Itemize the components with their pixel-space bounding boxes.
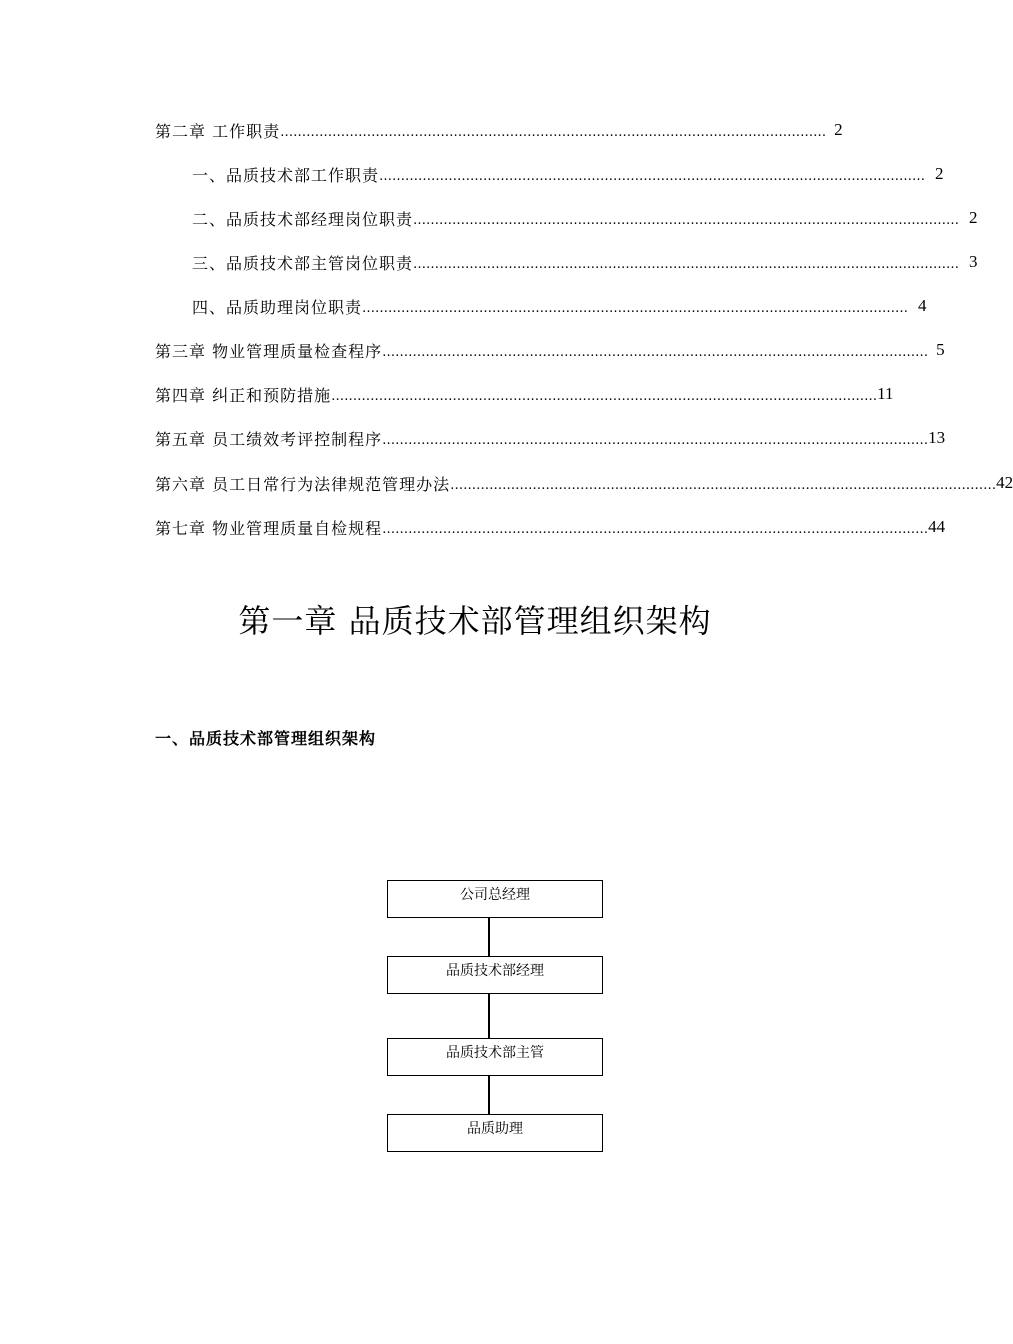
org-node-quality-assistant: 品质助理 bbox=[387, 1114, 603, 1152]
toc-entry-ch5[interactable] bbox=[155, 426, 946, 450]
toc-entry-ch2[interactable] bbox=[155, 118, 843, 142]
toc-entry-sec4[interactable] bbox=[192, 294, 927, 318]
toc-leader-dots: ……………………………………………………………………………………………………………… bbox=[413, 256, 960, 272]
org-node-quality-manager: 品质技术部经理 bbox=[387, 956, 603, 994]
org-node-quality-supervisor: 品质技术部主管 bbox=[387, 1038, 603, 1076]
org-connector bbox=[488, 1076, 490, 1114]
toc-leader-dots: ……………………………………………………………………………………………………………… bbox=[362, 300, 909, 316]
org-connector bbox=[488, 918, 490, 956]
toc-entry-sec2[interactable] bbox=[192, 206, 978, 230]
toc-page-number: 13 bbox=[928, 428, 946, 447]
toc-entry-sec1[interactable] bbox=[192, 162, 944, 186]
toc-leader-dots: ……………………………………………………………………………………………………………… bbox=[382, 432, 929, 448]
toc-entry-sec3[interactable] bbox=[192, 250, 978, 274]
toc-entry-text: 三、品质技术部主管岗位职责 bbox=[192, 253, 414, 273]
toc-entry-ch4[interactable] bbox=[155, 382, 894, 406]
toc-page-number: 2 bbox=[969, 208, 978, 227]
org-connector bbox=[488, 994, 490, 1038]
toc-leader-dots: ……………………………………………………………………………………………………………… bbox=[331, 388, 878, 404]
toc-page-number: 5 bbox=[936, 340, 945, 359]
toc-entry-text: 第三章 物业管理质量检查程序 bbox=[155, 341, 383, 361]
toc-entry-text: 第四章 纠正和预防措施 bbox=[155, 385, 332, 405]
toc-page-number: 2 bbox=[935, 164, 944, 183]
toc-page-number: 4 bbox=[918, 296, 927, 315]
toc-leader-dots: ……………………………………………………………………………………………………………… bbox=[413, 212, 960, 228]
toc-leader-dots: ……………………………………………………………………………………………………………… bbox=[382, 344, 929, 360]
toc-page-number: 3 bbox=[969, 252, 978, 271]
chapter-title: 第一章 品质技术部管理组织架构 bbox=[238, 602, 712, 640]
toc-leader-dots: ……………………………………………………………………………………………………………… bbox=[450, 477, 997, 493]
toc-leader-dots: ……………………………………………………………………………………………………………… bbox=[379, 168, 926, 184]
toc-entry-text: 第七章 物业管理质量自检规程 bbox=[155, 518, 383, 538]
toc-entry-text: 二、品质技术部经理岗位职责 bbox=[192, 209, 414, 229]
toc-page-number: 11 bbox=[877, 384, 894, 403]
toc-page-number: 42 bbox=[996, 473, 1013, 492]
toc-leader-dots: ……………………………………………………………………………………………………………… bbox=[280, 124, 827, 140]
toc-entry-text: 第二章 工作职责 bbox=[155, 121, 281, 141]
toc-leader-dots: ……………………………………………………………………………………………………………… bbox=[382, 521, 929, 537]
toc-entry-text: 第五章 员工绩效考评控制程序 bbox=[155, 429, 383, 449]
toc-entry-text: 四、品质助理岗位职责 bbox=[192, 297, 363, 317]
toc-page-number: 44 bbox=[928, 517, 946, 536]
toc-entry-ch3[interactable] bbox=[155, 338, 945, 362]
toc-entry-text: 第六章 员工日常行为法律规范管理办法 bbox=[155, 474, 451, 494]
toc-entry-text: 一、品质技术部工作职责 bbox=[192, 165, 380, 185]
toc-entry-ch6[interactable] bbox=[155, 471, 1013, 495]
section-heading: 一、品质技术部管理组织架构 bbox=[155, 729, 377, 748]
toc-entry-ch7[interactable] bbox=[155, 515, 946, 539]
org-node-general-manager: 公司总经理 bbox=[387, 880, 603, 918]
toc-page-number: 2 bbox=[834, 120, 843, 139]
